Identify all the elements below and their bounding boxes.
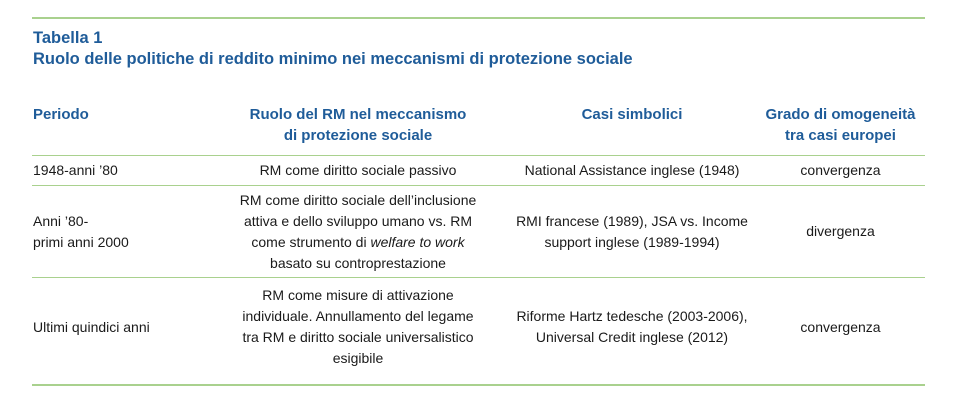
cell-ruolo: RM come misure di attivazione individuale. Annullamento del legame tra RM e diritto sociale universalistico esigibile xyxy=(208,278,508,377)
data-table xyxy=(32,101,925,376)
header-periodo: Periodo xyxy=(33,106,89,123)
table-row xyxy=(32,156,925,186)
italic-term: welfare to work xyxy=(370,233,465,250)
cell-casi: RMI francese (1989), JSA vs. Income support inglese (1989-1994) xyxy=(508,186,756,278)
cell-grado: divergenza xyxy=(756,186,925,278)
cell-ruolo: RM come diritto sociale passivo xyxy=(208,156,508,186)
cell-grado: convergenza xyxy=(756,278,925,377)
header-grado: Grado di omogeneità tra casi europei xyxy=(765,106,916,144)
cell-periodo: Ultimi quindici anni xyxy=(32,278,208,377)
cell-grado: convergenza xyxy=(756,156,925,186)
table-label: Tabella 1 xyxy=(33,29,103,47)
cell-ruolo: RM come diritto sociale dell’inclusione attiva e dello sviluppo umano vs. RM come strumento di welfare to work basato su controprestazione xyxy=(208,186,508,278)
table-row xyxy=(32,186,925,278)
table-title: Ruolo delle politiche di reddito minimo nei meccanismi di protezione sociale xyxy=(33,50,633,68)
top-rule xyxy=(32,17,925,19)
cell-casi: National Assistance inglese (1948) xyxy=(508,156,756,186)
bottom-rule xyxy=(32,384,925,386)
header-ruolo: Ruolo del RM nel meccanismo di protezione sociale xyxy=(249,106,467,144)
ruolo-line-italic: come strumento di welfare to work xyxy=(251,233,465,250)
table-row xyxy=(32,278,925,377)
cell-periodo: Anni ’80- primi anni 2000 xyxy=(32,186,208,278)
cell-casi: Riforme Hartz tedesche (2003-2006), Universal Credit inglese (2012) xyxy=(508,278,756,377)
cell-periodo: 1948-anni ’80 xyxy=(32,156,208,186)
header-casi: Casi simbolici xyxy=(581,106,683,123)
header-row xyxy=(32,101,925,156)
